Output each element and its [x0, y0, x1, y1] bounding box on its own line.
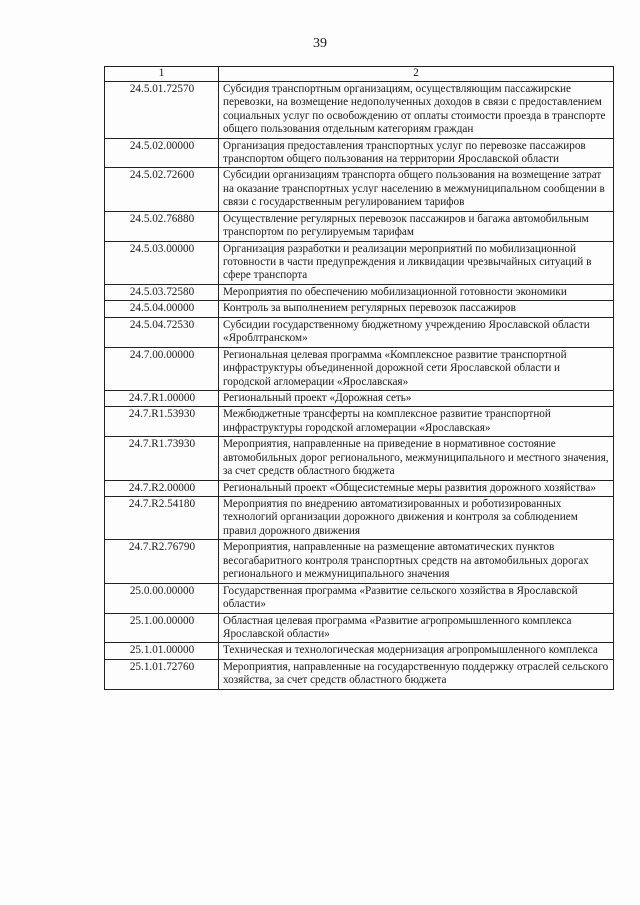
budget-code-cell: 25.1.01.72760 [105, 659, 219, 689]
budget-item-name-cell: Региональный проект «Общесистемные меры развития дорожного хозяйства» [219, 480, 614, 496]
budget-item-name-cell: Организация разработки и реализации мероприятий по мобилизационной готовности в части предупреждения и ликвидации чрезвычайных ситуаций в сфере транспорта [219, 241, 614, 284]
table-row [105, 613, 614, 643]
budget-item-name-cell: Контроль за выполнением регулярных перевозок пассажиров [219, 301, 614, 317]
page-number: 39 [313, 36, 327, 51]
budget-code-cell: 24.7.R2.76790 [105, 540, 219, 583]
budget-code-cell: 24.5.02.00000 [105, 138, 219, 168]
table-row [105, 643, 614, 659]
table-row [105, 583, 614, 613]
budget-item-name-cell: Мероприятия, направленные на приведение в нормативное состояние автомобильных дорог регионального, межмуниципального и местного значения, за счет средств областного бюджета [219, 437, 614, 480]
budget-code-cell: 24.5.04.72530 [105, 317, 219, 347]
budget-code-cell: 24.5.03.00000 [105, 241, 219, 284]
budget-code-cell: 24.7.R2.54180 [105, 497, 219, 540]
budget-item-name-cell: Областная целевая программа «Развитие агропромышленного комплекса Ярославской области» [219, 613, 614, 643]
budget-code-cell: 24.7.00.00000 [105, 347, 219, 390]
table-row [105, 407, 614, 437]
budget-item-name-cell: Государственная программа «Развитие сельского хозяйства в Ярославской области» [219, 583, 614, 613]
budget-item-name-cell: Мероприятия по обеспечению мобилизационной готовности экономики [219, 284, 614, 300]
table-row [105, 168, 614, 211]
budget-item-name-cell: Организация предоставления транспортных услуг по перевозке пассажиров транспортом общего пользования на территории Ярославской области [219, 138, 614, 168]
budget-code-cell: 24.7.R1.00000 [105, 390, 219, 406]
budget-item-name-cell: Субсидии организациям транспорта общего пользования на возмещение затрат на оказание транспортных услуг населению в межмуниципальном сообщении в связи с государственным регулированием тарифов [219, 168, 614, 211]
table-row [105, 81, 614, 138]
table-header-row [105, 67, 614, 82]
budget-item-name-cell: Мероприятия, направленные на государственную поддержку отраслей сельского хозяйства, за счет средств областного бюджета [219, 659, 614, 689]
column-header-name: 2 [219, 67, 614, 82]
column-header-code: 1 [105, 67, 219, 82]
budget-code-cell: 24.5.03.72580 [105, 284, 219, 300]
budget-code-cell: 24.5.02.76880 [105, 211, 219, 241]
table-row [105, 241, 614, 284]
budget-code-cell: 24.5.02.72600 [105, 168, 219, 211]
table-row [105, 317, 614, 347]
table-row [105, 437, 614, 480]
table-row [105, 138, 614, 168]
table-row [105, 540, 614, 583]
budget-item-name-cell: Мероприятия по внедрению автоматизированных и роботизированных технологий организации дорожного движения и контроля за соблюдением правил дорожного движения [219, 497, 614, 540]
budget-item-name-cell: Региональный проект «Дорожная сеть» [219, 390, 614, 406]
budget-code-cell: 24.5.04.00000 [105, 301, 219, 317]
budget-code-cell: 25.1.00.00000 [105, 613, 219, 643]
table-row [105, 480, 614, 496]
budget-code-cell: 25.1.01.00000 [105, 643, 219, 659]
table-row [105, 301, 614, 317]
table-row [105, 390, 614, 406]
table-row [105, 659, 614, 689]
budget-item-name-cell: Межбюджетные трансферты на комплексное развитие транспортной инфраструктуры городской агломерации «Ярославская» [219, 407, 614, 437]
table-row [105, 284, 614, 300]
budget-code-cell: 24.7.R1.53930 [105, 407, 219, 437]
budget-item-name-cell: Мероприятия, направленные на размещение автоматических пунктов весогабаритного контроля транспортных средств на автомобильных дорогах регионального и межмуниципального значения [219, 540, 614, 583]
table-row [105, 211, 614, 241]
budget-item-name-cell: Субсидии государственному бюджетному учреждению Ярославской области «Яроблтранском» [219, 317, 614, 347]
budget-code-cell: 25.0.00.00000 [105, 583, 219, 613]
budget-code-cell: 24.7.R2.00000 [105, 480, 219, 496]
budget-item-name-cell: Техническая и технологическая модернизация агропромышленного комплекса [219, 643, 614, 659]
budget-code-cell: 24.7.R1.73930 [105, 437, 219, 480]
budget-item-name-cell: Региональная целевая программа «Комплексное развитие транспортной инфраструктуры объединенной дорожной сети Ярославской области и городской агломерации «Ярославская» [219, 347, 614, 390]
budget-item-name-cell: Осуществление регулярных перевозок пассажиров и багажа автомобильным транспортом по регулируемым тарифам [219, 211, 614, 241]
table-row [105, 347, 614, 390]
budget-code-cell: 24.5.01.72570 [105, 81, 219, 138]
table-row [105, 497, 614, 540]
budget-item-name-cell: Субсидия транспортным организациям, осуществляющим пассажирские перевозки, на возмещение недополученных доходов в связи с предоставлением социальных услуг по освобождению от оплаты стоимости проезда в транспорте общего пользования отдельным категориям граждан [219, 81, 614, 138]
budget-code-table [104, 66, 614, 690]
